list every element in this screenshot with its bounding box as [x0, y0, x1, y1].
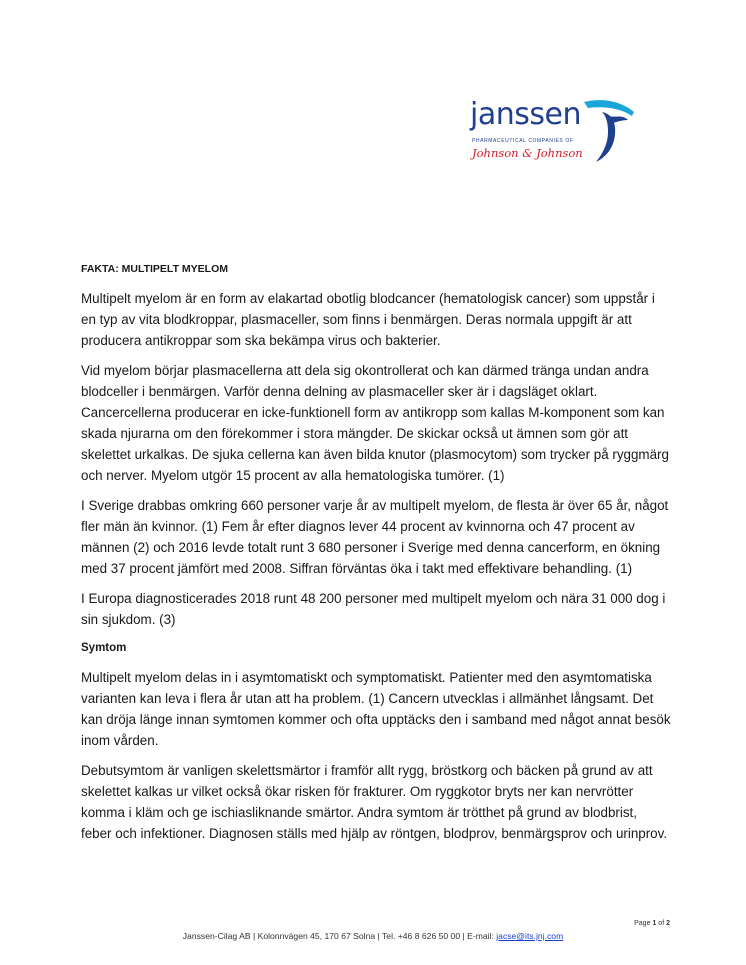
paragraph-europe-statistics: I Europa diagnosticerades 2018 runt 48 200 personer med multipelt myelom och nära 31 000 dog i sin sjukdom. (3) — [81, 591, 666, 627]
janssen-logo — [470, 96, 640, 176]
footer-contact — [0, 931, 746, 941]
logo-parent-company: Johnson & Johnson — [472, 146, 583, 160]
page-current: 1 — [652, 920, 657, 927]
paragraph-symptom-types: Multipelt myelom delas in i asymtomatiskt och symptomatiskt. Patienter med den asymtomatiska varianten kan leva i flera år utan att ha problem. (1) Cancern utvecklas i allmänhet långsamt. Det kan dröja länge innan symtomen kommer och ofta upptäcks den i samband med något annat besök inom vården. — [81, 670, 671, 748]
logo-wordmark: janssen — [470, 97, 581, 132]
page-label: Page — [634, 920, 651, 927]
footer-email-link[interactable]: jacse@its.jnj.com — [496, 931, 564, 941]
fact-sheet-body — [81, 256, 671, 853]
document-heading: FAKTA: MULTIPELT MYELOM — [81, 263, 228, 275]
janssen-swoosh-icon — [582, 96, 636, 168]
page-total: 2 — [666, 920, 670, 927]
page-of: of — [658, 920, 665, 927]
paragraph-debut-symptoms: Debutsymtom är vanligen skelettsmärtor i framför allt rygg, bröstkorg och bäcken på grund av att skelettet kalkas ur vilket också ökar risken för frakturer. Om ryggkotor bryts ner kan nervrötter komma i kläm och ge ischiasliknande smärtor. Andra symtom är trötthet på grund av blodbrist, feber och infektioner. Diagnosen ställs med hjälp av röntgen, blodprov, benmärgsprov och urinprov. — [81, 763, 668, 841]
page-number — [634, 920, 670, 927]
logo-tagline: PHARMACEUTICAL COMPANIES OF — [472, 138, 574, 144]
paragraph-sweden-statistics: I Sverige drabbas omkring 660 personer varje år av multipelt myelom, de flesta är över 65 år, något fler män än kvinnor. (1) Fem år efter diagnos lever 44 procent av kvinnorna och 47 procent av männen (2) och 2016 levde totalt runt 3 680 personer i Sverige med denna cancerform, en ökning med 37 procent jämfört med 2008. Siffran förväntas öka i takt med effektivare behandling. (1) — [81, 498, 669, 576]
paragraph-definition: Multipelt myelom är en form av elakartad obotlig blodcancer (hematologisk cancer) som uppstår i en typ av vita blodkroppar, plasmaceller, som finns i benmärgen. Deras normala uppgift är att producera antikroppar som ska bekämpa virus och bakterier. — [81, 291, 655, 348]
section-heading-symptoms: Symtom — [81, 642, 127, 654]
footer-address: Janssen-Cilag AB | Kolonnvägen 45, 170 67 Solna | Tel. +46 8 626 50 00 | E-mail: — [182, 931, 497, 941]
paragraph-mechanism: Vid myelom börjar plasmacellerna att dela sig okontrollerat och kan därmed tränga undan andra blodceller i benmärgen. Varför denna delning av plasmaceller sker är i dagsläget oklart. Cancercellerna producerar en icke-funktionell form av antikropp som kallas M-komponent som kan skada njurarna om den förekommer i stora mängder. De skickar också ut ämnen som gör att skelettet urkalkas. De sjuka cellerna kan även bilda knutor (plasmocytom) som trycker på ryggmärg och nerver. Myelom utgör 15 procent av alla hematologiska tumörer. (1) — [81, 363, 669, 483]
